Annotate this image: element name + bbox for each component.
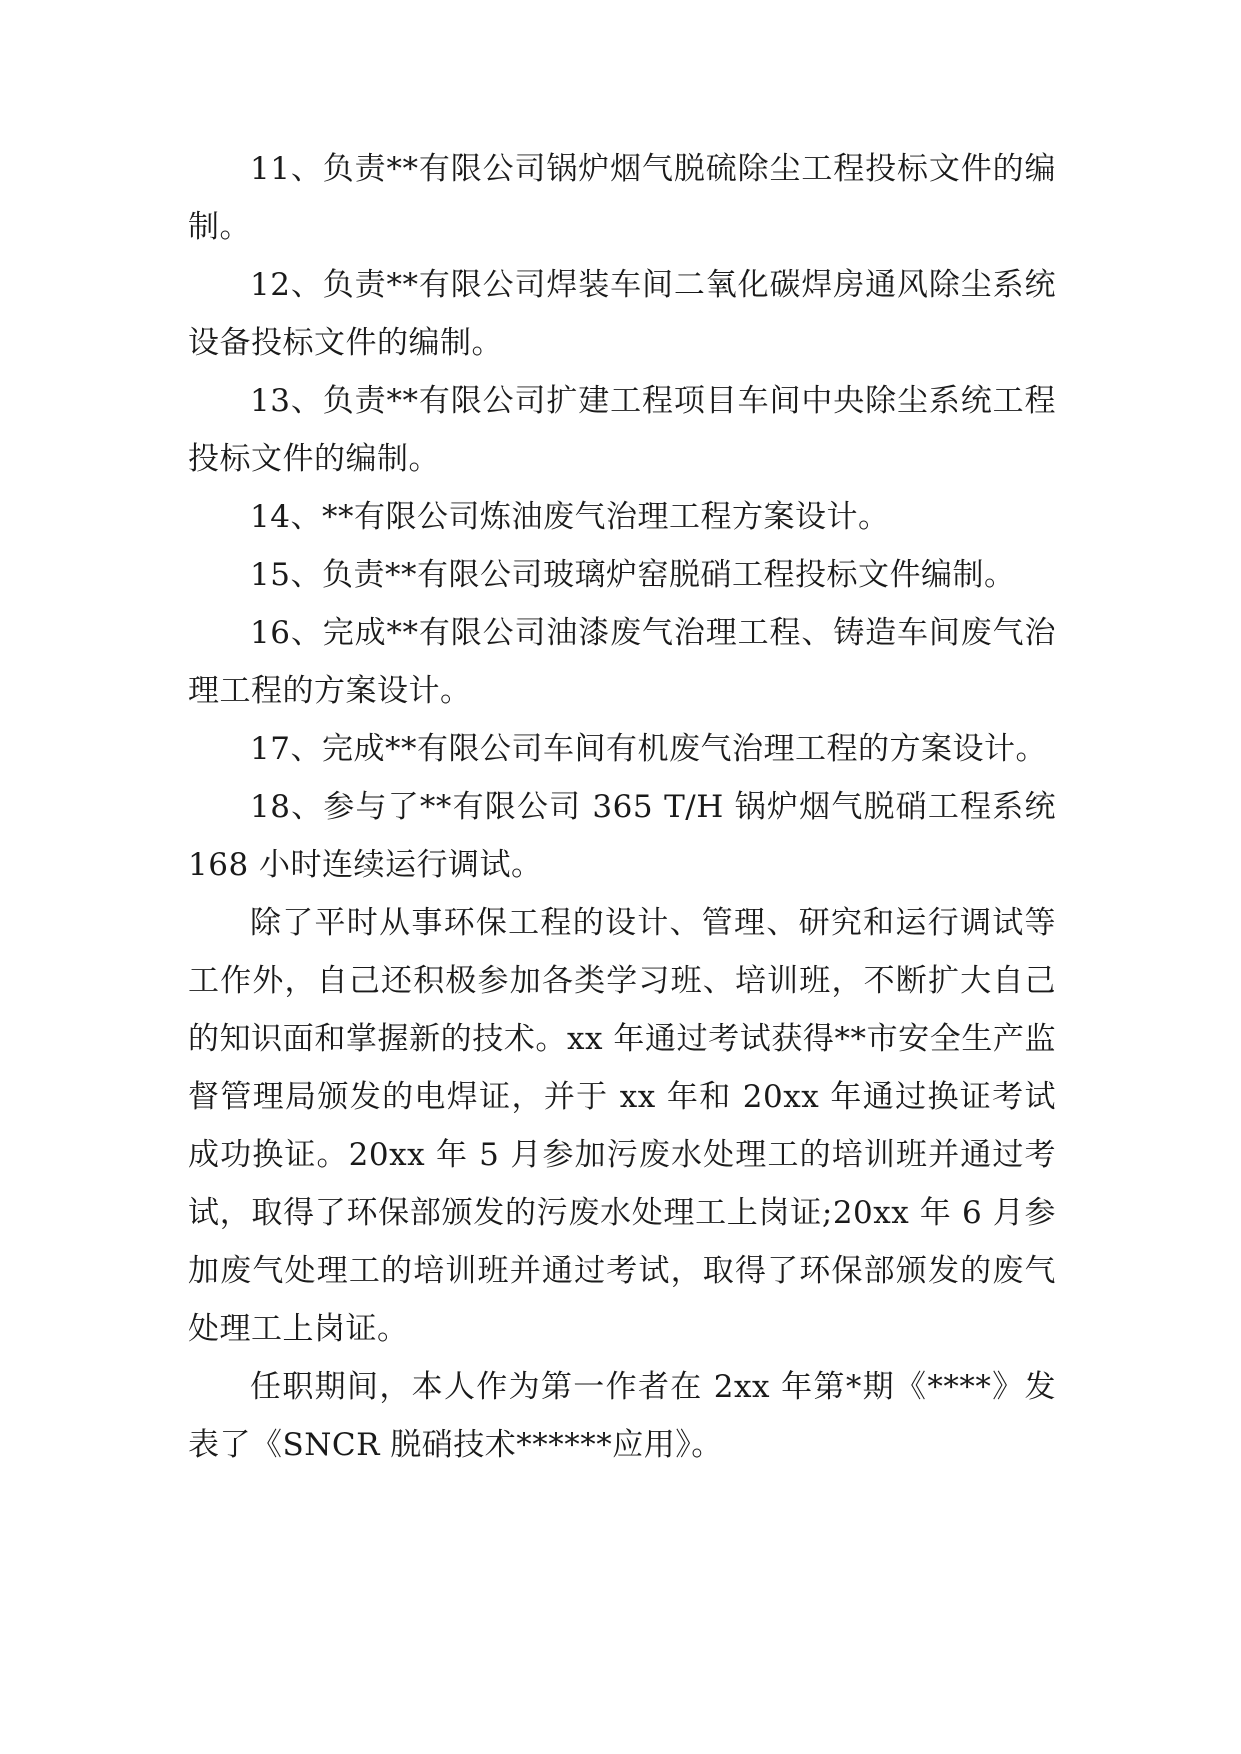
paragraph-item-16: 16、完成**有限公司油漆废气治理工程、铸造车间废气治理工程的方案设计。	[188, 615, 1056, 709]
paragraph-training: 除了平时从事环保工程的设计、管理、研究和运行调试等工作外，自己还积极参加各类学习班、培训班，不断扩大自己的知识面和掌握新的技术。xx 年通过考试获得**市安全生产监督管理局颁发的电焊证，并于 xx 年和 20xx 年通过换证考试成功换证。20xx 年 5 月参加污废水处理工的培训班并通过考试，取得了环保部颁发的污废水处理工上岗证;20xx 年 6 月参加废气处理工的培训班并通过考试，取得了环保部颁发的废气处理工上岗证。	[188, 905, 1056, 1347]
paragraph-item-17: 17、完成**有限公司车间有机废气治理工程的方案设计。	[250, 731, 1047, 767]
document-page	[188, 140, 1056, 1474]
paragraph-item-14: 14、**有限公司炼油废气治理工程方案设计。	[250, 499, 890, 535]
paragraph-item-12: 12、负责**有限公司焊装车间二氧化碳焊房通风除尘系统设备投标文件的编制。	[188, 267, 1056, 361]
paragraph-item-11: 11、负责**有限公司锅炉烟气脱硫除尘工程投标文件的编制。	[188, 151, 1056, 245]
paragraph-publication: 任职期间，本人作为第一作者在 2xx 年第*期《****》发表了《SNCR 脱硝技术******应用》。	[188, 1369, 1056, 1463]
paragraph-item-15: 15、负责**有限公司玻璃炉窑脱硝工程投标文件编制。	[250, 557, 1016, 593]
paragraph-item-13: 13、负责**有限公司扩建工程项目车间中央除尘系统工程投标文件的编制。	[188, 383, 1056, 477]
paragraph-item-18: 18、参与了**有限公司 365 T/H 锅炉烟气脱硝工程系统 168 小时连续运行调试。	[188, 789, 1056, 883]
